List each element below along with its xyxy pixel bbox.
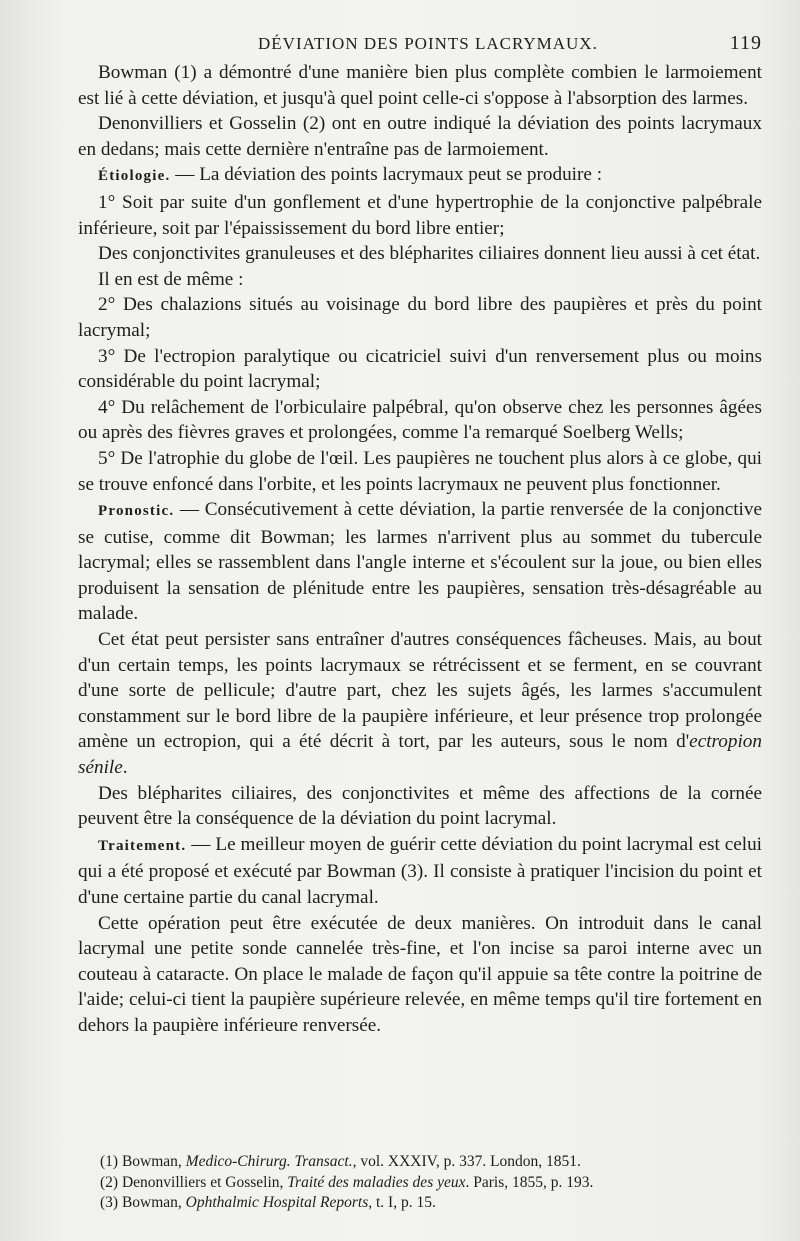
paragraph-etiologie: Étiologie. — La déviation des points lacrymaux peut se produire : [98, 164, 603, 186]
paragraph-traitement: Traitement. — Le meilleur moyen de guérir cette déviation du point lacrymal est celui qui a été proposé et exécuté par Bowman (3). Il consiste à pratiquer l'incision du point et d'une certaine partie du canal lacrymal. [78, 833, 762, 908]
running-header [78, 30, 762, 60]
paragraph: 4° Du relâchement de l'orbiculaire palpébral, qu'on observe chez les personnes âgées ou après des fièvres graves et prolongées, comme l'a remarqué Soelberg Wells; [78, 396, 762, 444]
footnote: (2) Denonvilliers et Gosselin, Traité des maladies des yeux. Paris, 1855, p. 193. [100, 1173, 594, 1191]
page-number: 119 [729, 32, 762, 54]
italic-term: ectropion sénile [78, 731, 762, 779]
section-heading: Pronostic. [98, 503, 175, 520]
paragraph-pronostic: Pronostic. — Consécutivement à cette déviation, la partie renversée de la conjonctive se cutise, comme dit Bowman; les larmes n'arrivent plus au sommet du tubercule lacrymal; elles se rassemblent dans l'angle interne et s'écoulent sur la joue, ou bien elles produisent la sensation de plénitude entre les paupières, sensation très-désagréable au malade. [78, 499, 762, 625]
page-body [78, 60, 762, 1039]
footnote: (3) Bowman, Ophthalmic Hospital Reports, t. I, p. 15. [100, 1194, 436, 1211]
paragraph: Bowman (1) a démontré d'une manière bien plus complète combien le larmoiement est lié à cette déviation, et jusqu'à quel point celle-ci s'oppose à l'absorption des larmes. [78, 62, 762, 109]
paragraph: 5° De l'atrophie du globe de l'œil. Les paupières ne touchent plus alors à ce globe, qui se trouve enfoncé dans l'orbite, et les points lacrymaux ne peuvent plus fonctionner. [78, 447, 762, 495]
paragraph: Il en est de même : [98, 268, 244, 290]
section-heading: Traitement. [98, 837, 187, 854]
footnotes [100, 1152, 762, 1214]
paragraph: Des conjonctivites granuleuses et des blépharites ciliaires donnent lieu aussi à cet état. [98, 243, 761, 265]
section-heading: Étiologie. [98, 168, 171, 185]
paragraph: Des blépharites ciliaires, des conjonctivites et même des affections de la cornée peuvent être la conséquence de la déviation du point lacrymal. [78, 782, 762, 830]
running-title: DÉVIATION DES POINTS LACRYMAUX. [258, 34, 598, 53]
paragraph: Denonvilliers et Gosselin (2) ont en outre indiqué la déviation des points lacrymaux en dedans; mais cette dernière n'entraîne pas de larmoiement. [78, 113, 762, 160]
paragraph: 3° De l'ectropion paralytique ou cicatriciel suivi d'un renversement plus ou moins considérable du point lacrymal; [78, 345, 762, 393]
paragraph: 2° Des chalazions situés au voisinage du bord libre des paupières et près du point lacrymal; [78, 294, 762, 341]
paragraph: Cette opération peut être exécutée de deux manières. On introduit dans le canal lacrymal une petite sonde cannelée très-fine, et l'on incise sa paroi interne avec un couteau à cataracte. On place le malade de façon qu'il appuie sa tête contre la poitrine de l'aide; celui-ci tient la paupière supérieure relevée, en même temps qu'il tire fortement en dehors la paupière inférieure renversée. [78, 912, 762, 1036]
paragraph: 1° Soit par suite d'un gonflement et d'une hypertrophie de la conjonctive palpébrale inférieure, soit par l'épaississement du bord libre entier; [78, 191, 762, 239]
paragraph: Cet état peut persister sans entraîner d'autres conséquences fâcheuses. Mais, au bout d'un certain temps, les points lacrymaux se rétrécissent et se ferment, en se couvrant d'une sorte de pellicule; d'autre part, chez les sujets âgés, les larmes s'accumulent constamment sur le bord libre de la paupière inférieure, et leur présence trop prolongée amène un ectropion, qui a été décrit à tort, par les auteurs, sous le nom d'ectropion sénile. [78, 629, 762, 779]
footnote: (1) Bowman, Medico-Chirurg. Transact., vol. XXXIV, p. 337. London, 1851. [100, 1153, 581, 1170]
